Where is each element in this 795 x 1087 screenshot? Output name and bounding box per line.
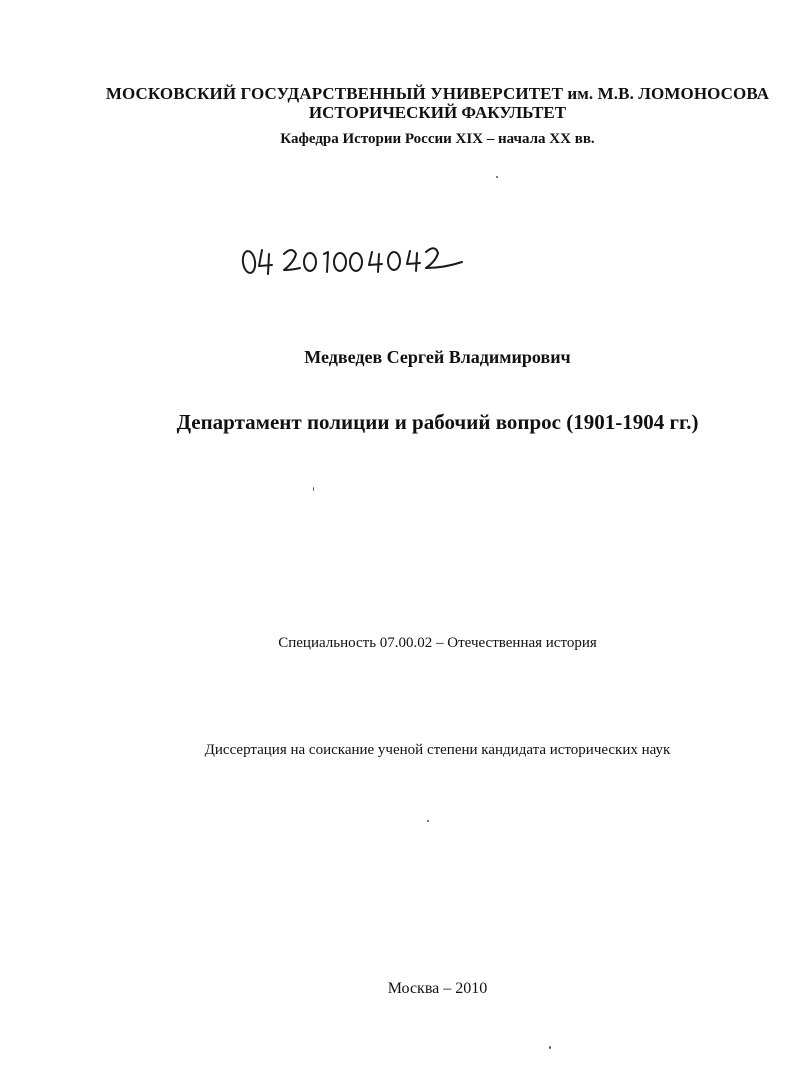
author-name: Медведев Сергей Владимирович (304, 347, 571, 367)
city-year: Москва – 2010 (387, 980, 488, 997)
handwritten-number (232, 232, 472, 282)
dissertation-title: Департамент полиции и рабочий вопрос (1901-1904 гг.) (176, 410, 699, 434)
scan-speck (496, 176, 498, 178)
scan-speck (427, 820, 429, 822)
specialty-line: Специальность 07.00.02 – Отечественная история (278, 635, 597, 651)
faculty-name: ИСТОРИЧЕСКИЙ ФАКУЛЬТЕТ (308, 103, 567, 122)
department-name: Кафедра Истории России XIX – начала XX вв. (280, 131, 595, 147)
degree-line: Диссертация на соискание ученой степени кандидата исторических наук (204, 742, 671, 758)
university-name: МОСКОВСКИЙ ГОСУДАРСТВЕННЫЙ УНИВЕРСИТЕТ им. М.В. ЛОМОНОСОВА (105, 84, 770, 103)
scan-speck (313, 487, 314, 491)
scan-speck (549, 1046, 551, 1049)
